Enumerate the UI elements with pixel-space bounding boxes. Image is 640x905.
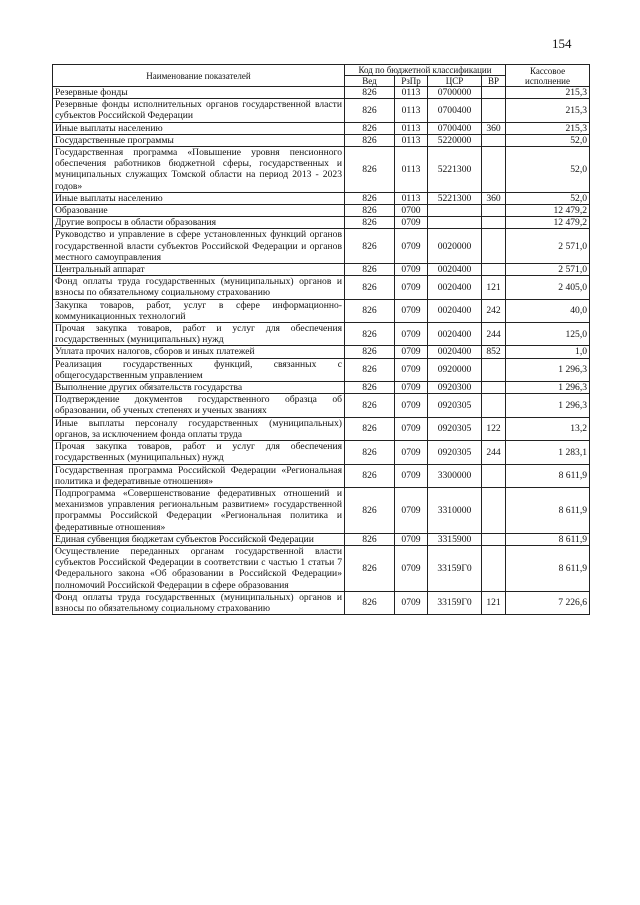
row-csr: 0920305 (428, 441, 482, 464)
row-ved: 826 (345, 134, 395, 146)
row-rzpr: 0113 (395, 99, 428, 122)
row-ved: 826 (345, 323, 395, 346)
row-amount: 1,0 (506, 346, 590, 358)
row-vr (482, 147, 506, 193)
row-amount: 8 611,9 (506, 487, 590, 533)
row-csr: 0920305 (428, 394, 482, 417)
row-rzpr: 0113 (395, 192, 428, 204)
row-amount: 8 611,9 (506, 545, 590, 591)
row-amount: 215,3 (506, 87, 590, 99)
row-name: Центральный аппарат (53, 264, 345, 276)
header-amount: Кассовое исполнение (506, 65, 590, 87)
row-csr: 3315900 (428, 533, 482, 545)
table-row (53, 205, 590, 217)
row-amount: 52,0 (506, 147, 590, 193)
table-row (53, 441, 590, 464)
row-vr: 244 (482, 441, 506, 464)
row-vr (482, 99, 506, 122)
row-vr (482, 217, 506, 229)
row-vr: 852 (482, 346, 506, 358)
row-csr: 5221300 (428, 192, 482, 204)
row-name: Иные выплаты персоналу государственных (муниципальных) органов, за исключением фонда оплаты труда (53, 417, 345, 440)
row-name: Иные выплаты населению (53, 122, 345, 134)
row-vr (482, 487, 506, 533)
row-rzpr: 0709 (395, 229, 428, 264)
table-row (53, 464, 590, 487)
row-ved: 826 (345, 122, 395, 134)
row-rzpr: 0709 (395, 264, 428, 276)
row-name: Подпрограмма «Совершенствование федеративных отношений и механизмов управления региональным развитием» государственной программы Российской Федерации «Региональная политика и федеративные отношения» (53, 487, 345, 533)
row-vr: 244 (482, 323, 506, 346)
row-ved: 826 (345, 99, 395, 122)
row-amount: 215,3 (506, 99, 590, 122)
row-name: Фонд оплаты труда государственных (муниципальных) органов и взносы по обязательному социальному страхованию (53, 591, 345, 614)
row-name: Выполнение других обязательств государства (53, 382, 345, 394)
row-name: Уплата прочих налогов, сборов и иных платежей (53, 346, 345, 358)
row-rzpr: 0113 (395, 134, 428, 146)
row-csr (428, 205, 482, 217)
row-vr (482, 382, 506, 394)
table-row (53, 99, 590, 122)
row-csr: 0020400 (428, 299, 482, 322)
row-amount: 2 405,0 (506, 276, 590, 299)
row-rzpr: 0709 (395, 394, 428, 417)
header-vr: ВР (482, 76, 506, 87)
row-rzpr: 0700 (395, 205, 428, 217)
row-vr (482, 358, 506, 381)
row-ved: 826 (345, 417, 395, 440)
row-csr: 33159Г0 (428, 545, 482, 591)
table-row (53, 394, 590, 417)
row-rzpr: 0113 (395, 122, 428, 134)
row-csr: 33159Г0 (428, 591, 482, 614)
row-rzpr: 0709 (395, 217, 428, 229)
row-name: Государственная программа «Повышение уровня пенсионного обеспечения работников бюджетной сферы, государственных и муниципальных служащих Томской области на период 2013 - 2023 годов» (53, 147, 345, 193)
row-amount: 40,0 (506, 299, 590, 322)
row-vr: 360 (482, 122, 506, 134)
row-amount: 12 479,2 (506, 217, 590, 229)
row-name: Реализация государственных функций, связанных с общегосударственным управлением (53, 358, 345, 381)
header-code-group: Код по бюджетной классификации (345, 65, 506, 76)
row-rzpr: 0113 (395, 87, 428, 99)
row-csr: 0020400 (428, 346, 482, 358)
row-ved: 826 (345, 464, 395, 487)
header-name: Наименование показателей (53, 65, 345, 87)
row-ved: 826 (345, 299, 395, 322)
row-rzpr: 0709 (395, 533, 428, 545)
table-row (53, 192, 590, 204)
row-name: Прочая закупка товаров, работ и услуг для обеспечения государственных (муниципальных) нужд (53, 323, 345, 346)
row-csr: 0020400 (428, 264, 482, 276)
row-amount: 8 611,9 (506, 464, 590, 487)
row-ved: 826 (345, 394, 395, 417)
row-name: Руководство и управление в сфере установленных функций органов государственной власти субъектов Российской Федерации и органов местного самоуправления (53, 229, 345, 264)
row-name: Государственные программы (53, 134, 345, 146)
row-vr (482, 229, 506, 264)
table-row (53, 487, 590, 533)
row-ved: 826 (345, 346, 395, 358)
row-amount: 1 296,3 (506, 382, 590, 394)
row-ved: 826 (345, 217, 395, 229)
table-row (53, 122, 590, 134)
row-ved: 826 (345, 147, 395, 193)
row-vr (482, 87, 506, 99)
row-vr: 121 (482, 591, 506, 614)
table-row (53, 299, 590, 322)
row-name: Другие вопросы в области образования (53, 217, 345, 229)
row-amount: 12 479,2 (506, 205, 590, 217)
row-vr (482, 205, 506, 217)
row-vr: 122 (482, 417, 506, 440)
row-amount: 13,2 (506, 417, 590, 440)
row-rzpr: 0709 (395, 358, 428, 381)
row-ved: 826 (345, 533, 395, 545)
page-number: 154 (552, 36, 572, 51)
row-ved: 826 (345, 591, 395, 614)
row-name: Единая субвенция бюджетам субъектов Российской Федерации (53, 533, 345, 545)
row-name: Фонд оплаты труда государственных (муниципальных) органов и взносы по обязательному социальному страхованию (53, 276, 345, 299)
row-rzpr: 0709 (395, 276, 428, 299)
header-csr: ЦСР (428, 76, 482, 87)
row-vr (482, 134, 506, 146)
row-rzpr: 0709 (395, 323, 428, 346)
row-csr: 0020400 (428, 276, 482, 299)
row-csr: 5220000 (428, 134, 482, 146)
row-ved: 826 (345, 87, 395, 99)
row-amount: 125,0 (506, 323, 590, 346)
row-amount: 52,0 (506, 192, 590, 204)
row-ved: 826 (345, 276, 395, 299)
row-csr: 3310000 (428, 487, 482, 533)
table-row (53, 382, 590, 394)
row-amount: 52,0 (506, 134, 590, 146)
table-row (53, 417, 590, 440)
row-csr: 0700000 (428, 87, 482, 99)
row-rzpr: 0709 (395, 545, 428, 591)
row-rzpr: 0709 (395, 417, 428, 440)
row-ved: 826 (345, 441, 395, 464)
table-row (53, 264, 590, 276)
budget-execution-table (52, 64, 590, 615)
table-row (53, 346, 590, 358)
table-row (53, 533, 590, 545)
row-vr (482, 533, 506, 545)
row-rzpr: 0709 (395, 464, 428, 487)
table-row (53, 147, 590, 193)
row-name: Резервные фонды исполнительных органов государственной власти субъектов Российской Федерации (53, 99, 345, 122)
table-body (53, 87, 590, 615)
table-row (53, 134, 590, 146)
row-amount: 7 226,6 (506, 591, 590, 614)
header-rzpr: РзПр (395, 76, 428, 87)
row-rzpr: 0709 (395, 591, 428, 614)
row-csr: 0020400 (428, 323, 482, 346)
row-vr (482, 545, 506, 591)
table-row (53, 87, 590, 99)
row-amount: 1 296,3 (506, 358, 590, 381)
row-name: Иные выплаты населению (53, 192, 345, 204)
row-ved: 826 (345, 192, 395, 204)
row-csr (428, 217, 482, 229)
table-row (53, 229, 590, 264)
row-amount: 215,3 (506, 122, 590, 134)
row-vr: 242 (482, 299, 506, 322)
row-ved: 826 (345, 358, 395, 381)
table-header (53, 65, 590, 87)
row-rzpr: 0709 (395, 487, 428, 533)
row-rzpr: 0709 (395, 346, 428, 358)
header-ved: Вед (345, 76, 395, 87)
row-amount: 1 296,3 (506, 394, 590, 417)
row-csr: 0700400 (428, 122, 482, 134)
row-name: Образование (53, 205, 345, 217)
table-row (53, 358, 590, 381)
row-csr: 0920000 (428, 358, 482, 381)
table-row (53, 323, 590, 346)
row-csr: 0020000 (428, 229, 482, 264)
row-csr: 0920300 (428, 382, 482, 394)
row-csr: 0700400 (428, 99, 482, 122)
row-csr: 3300000 (428, 464, 482, 487)
row-vr (482, 264, 506, 276)
row-name: Прочая закупка товаров, работ и услуг для обеспечения государственных (муниципальных) нужд (53, 441, 345, 464)
row-ved: 826 (345, 545, 395, 591)
row-ved: 826 (345, 487, 395, 533)
row-amount: 2 571,0 (506, 229, 590, 264)
table-row (53, 591, 590, 614)
row-csr: 0920305 (428, 417, 482, 440)
row-ved: 826 (345, 205, 395, 217)
table-row (53, 276, 590, 299)
row-ved: 826 (345, 264, 395, 276)
row-rzpr: 0709 (395, 382, 428, 394)
row-amount: 1 283,1 (506, 441, 590, 464)
row-rzpr: 0709 (395, 299, 428, 322)
row-name: Подтверждение документов государственного образца об образовании, об ученых степенях и ученых званиях (53, 394, 345, 417)
row-csr: 5221300 (428, 147, 482, 193)
row-rzpr: 0113 (395, 147, 428, 193)
row-name: Резервные фонды (53, 87, 345, 99)
row-vr: 360 (482, 192, 506, 204)
row-rzpr: 0709 (395, 441, 428, 464)
row-ved: 826 (345, 229, 395, 264)
row-amount: 8 611,9 (506, 533, 590, 545)
row-vr: 121 (482, 276, 506, 299)
row-vr (482, 464, 506, 487)
row-amount: 2 571,0 (506, 264, 590, 276)
table-row (53, 545, 590, 591)
row-vr (482, 394, 506, 417)
row-name: Государственная программа Российской Федерации «Региональная политика и федеративные отношения» (53, 464, 345, 487)
row-ved: 826 (345, 382, 395, 394)
row-name: Закупка товаров, работ, услуг в сфере информационно-коммуникационных технологий (53, 299, 345, 322)
row-name: Осуществление переданных органам государственной власти субъектов Российской Федерации в соответствии с частью 1 статьи 7 Федерального закона «Об образовании в Российской Федерации» полномочий Российской Федерации в сфере образования (53, 545, 345, 591)
table-row (53, 217, 590, 229)
